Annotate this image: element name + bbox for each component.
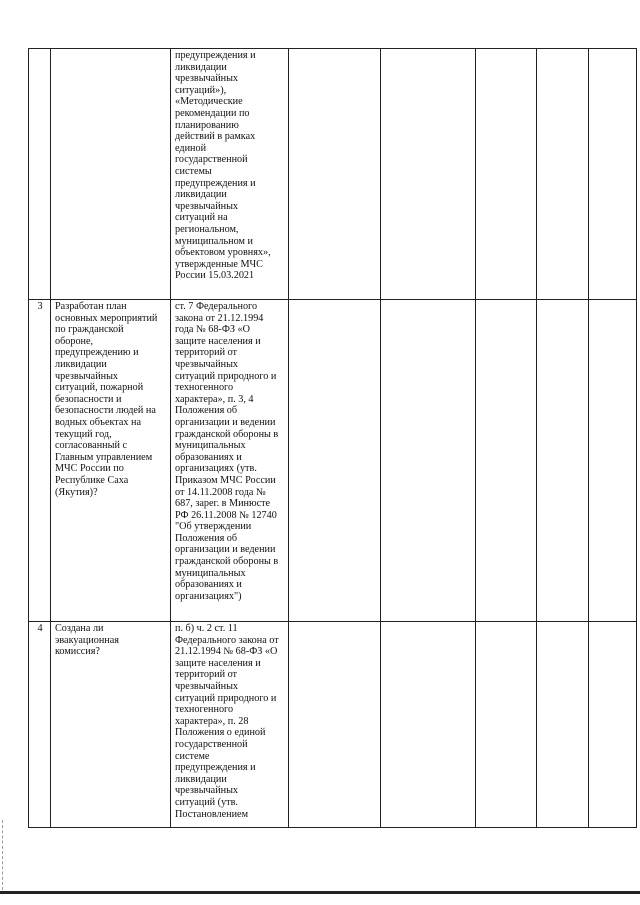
answer-no-cell xyxy=(381,622,476,828)
row-number xyxy=(29,49,51,300)
answer-yes-cell xyxy=(289,622,381,828)
question-cell xyxy=(51,49,171,300)
legal-basis-cell: предупреждения и ликвидации чрезвычайных ситуаций»), «Методические рекомендации по планированию действий в рамках единой государственной системы предупреждения и ликвидации чрезвычайных ситуаций на региональном, муниципальном и объектовом уровнях», утвержденные МЧС России 15.03.2021 xyxy=(171,49,289,300)
legal-basis-cell: ст. 7 Федерального закона от 21.12.1994 года № 68-ФЗ «О защите населения и территорий от чрезвычайных ситуаций природного и техногенного характера», п. 3, 4 Положения об организации и ведении гражданской обороны в муниципальных образованиях и организациях (утв. Приказом МЧС России от 14.11.2008 года № 687, зарег. в Минюсте РФ 26.11.2008 № 12740 "Об утверждении Положения об организации и ведении гражданской обороны в муниципальных образованиях и организациях") xyxy=(171,300,289,622)
not-applicable-cell xyxy=(476,622,537,828)
row-number: 4 xyxy=(29,622,51,828)
question-cell: Создана ли эвакуационная комиссия? xyxy=(51,622,171,828)
legal-basis-cell: п. б) ч. 2 ст. 11 Федерального закона от 21.12.1994 № 68-ФЗ «О защите населения и территорий от чрезвычайных ситуаций природного и техногенного характера», п. 28 Положения о единой государственной системе предупреждения и ликвидации чрезвычайных ситуаций (утв. Постановлением xyxy=(171,622,289,828)
answer-yes-cell xyxy=(289,300,381,622)
checklist-table xyxy=(28,48,637,828)
scan-edge-mark xyxy=(2,820,4,890)
question-cell: Разработан план основных мероприятий по гражданской обороне, предупреждению и ликвидации чрезвычайных ситуаций, пожарной безопасности и безопасности людей на водных объектах на текущий год, согласованный с Главным управлением МЧС России по Республике Саха (Якутия)? xyxy=(51,300,171,622)
table-row xyxy=(29,300,637,622)
not-applicable-cell xyxy=(476,300,537,622)
extra-cell-2 xyxy=(589,49,637,300)
answer-yes-cell xyxy=(289,49,381,300)
row-number: 3 xyxy=(29,300,51,622)
not-applicable-cell xyxy=(476,49,537,300)
extra-cell-2 xyxy=(589,622,637,828)
table-row xyxy=(29,622,637,828)
extra-cell-2 xyxy=(589,300,637,622)
table-row xyxy=(29,49,637,300)
answer-no-cell xyxy=(381,300,476,622)
scan-bottom-border xyxy=(0,891,640,894)
extra-cell-1 xyxy=(537,300,589,622)
extra-cell-1 xyxy=(537,622,589,828)
answer-no-cell xyxy=(381,49,476,300)
extra-cell-1 xyxy=(537,49,589,300)
